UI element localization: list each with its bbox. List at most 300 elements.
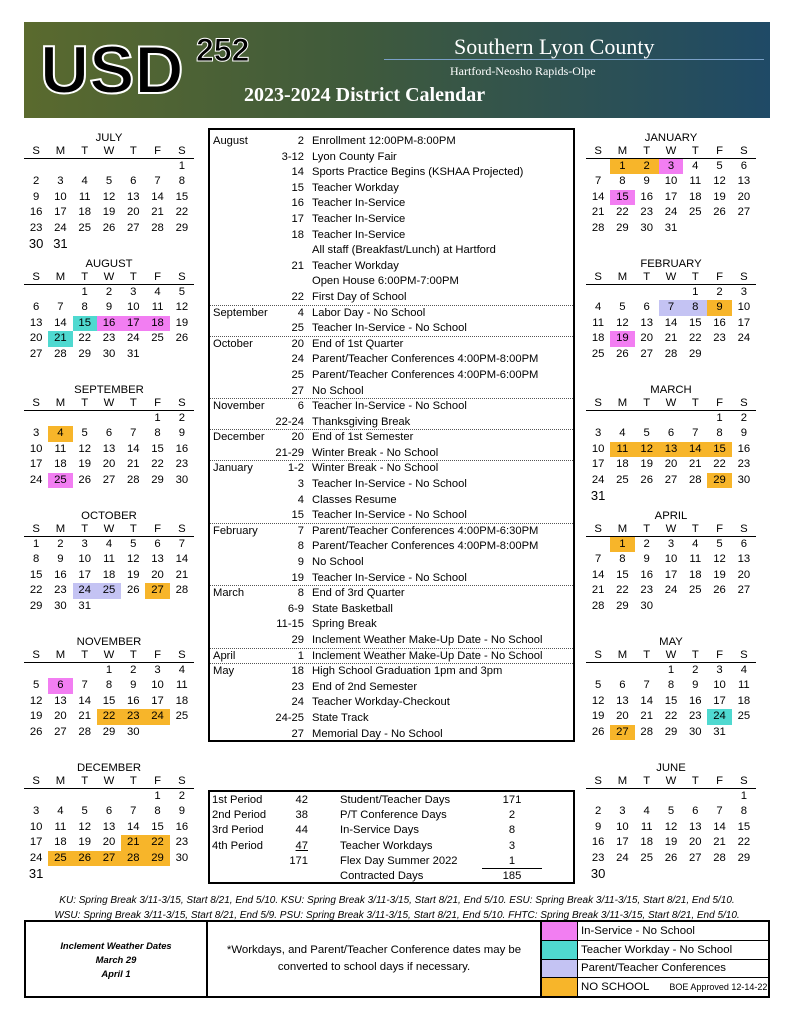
weekday-label: W [665, 271, 677, 283]
event-text: Parent/Teacher Conferences 4:00PM-8:00PM [312, 353, 539, 366]
inclement-date-2: April 1 [101, 968, 131, 979]
event-day: 11-15 [276, 618, 304, 631]
inclement-date-1: March 29 [95, 954, 137, 965]
day-cell: 25 [688, 206, 702, 219]
event-day: 4 [297, 493, 304, 506]
event-month: May [213, 665, 235, 678]
day-cell: 14 [664, 316, 678, 329]
day-cell: 20 [102, 458, 116, 471]
event-row [210, 633, 573, 649]
month-name: AUGUST [85, 258, 133, 270]
day-cell: 20 [737, 568, 751, 581]
day-cell: 5 [32, 679, 40, 692]
day-cell: 3 [659, 159, 683, 174]
day-cell: 31 [713, 725, 726, 738]
event-day: 1-2 [287, 462, 304, 475]
day-cell: 23 [29, 221, 43, 234]
day-cell: 15 [707, 442, 731, 457]
day-cell: 8 [716, 427, 723, 440]
day-cell: 15 [688, 316, 702, 329]
day-cell: 9 [178, 805, 185, 818]
day-cell: 28 [591, 599, 605, 612]
weekday-label: T [129, 649, 137, 661]
day-cell: 29 [151, 473, 164, 486]
event-row [210, 617, 573, 633]
day-cell: 2 [32, 175, 40, 188]
day-cell: 1 [105, 664, 113, 676]
day-cell: 4 [692, 160, 699, 172]
empty-cell [732, 599, 756, 614]
month-jun [586, 761, 756, 881]
empty-cell [610, 789, 634, 804]
event-text: Teacher In-Service - No School [312, 400, 467, 413]
empty-cell [48, 285, 72, 300]
totals-row [210, 793, 573, 808]
summary-value: 2 [508, 809, 516, 822]
day-cell: 7 [594, 553, 602, 566]
empty-cell [586, 663, 610, 678]
event-month: February [213, 524, 258, 537]
event-day: 17 [291, 212, 304, 225]
empty-cell [707, 347, 731, 362]
weekday-label: T [691, 649, 699, 661]
month-name: OCTOBER [81, 510, 137, 522]
empty-cell [586, 285, 610, 300]
event-row [210, 539, 573, 555]
day-cell: 10 [664, 175, 678, 188]
day-cell: 2 [740, 412, 747, 424]
day-cell: 6 [740, 538, 747, 550]
month-aug [24, 257, 194, 362]
weekday-label: F [154, 775, 162, 787]
day-cell: 11 [737, 679, 750, 692]
day-cell: 30 [737, 473, 751, 486]
weekday-label: W [103, 271, 115, 283]
empty-cell [145, 599, 169, 614]
event-row [210, 196, 573, 212]
day-cell: 4 [643, 805, 650, 818]
day-cell: 23 [713, 332, 726, 345]
day-grid [586, 663, 756, 740]
event-day: 25 [291, 322, 304, 335]
day-cell: 19 [102, 206, 116, 219]
weekday-label: T [81, 649, 89, 661]
event-day: 23 [291, 680, 304, 693]
day-cell: 24 [664, 584, 678, 597]
day-cell: 6 [643, 301, 650, 314]
weekday-label: S [740, 649, 748, 661]
day-cell: 20 [102, 836, 116, 849]
day-cell: 5 [716, 160, 723, 172]
weekday-label: S [32, 775, 40, 787]
day-cell: 10 [54, 190, 67, 203]
totals-table [208, 790, 575, 884]
day-cell: 22 [175, 206, 189, 219]
month-name: JUNE [656, 762, 686, 774]
boe-approval: BOE Approved 12-14-22 [669, 982, 768, 993]
day-cell: 7 [130, 805, 137, 818]
legend-label: NO SCHOOL [581, 981, 650, 994]
day-cell: 14 [78, 694, 91, 707]
day-cell: 1 [178, 160, 185, 172]
period-days [274, 869, 312, 884]
day-grid [24, 285, 194, 362]
day-cell: 25 [688, 584, 702, 597]
day-cell: 16 [688, 694, 702, 707]
weekday-label: F [716, 523, 724, 535]
weekday-label: W [103, 649, 115, 661]
weekday-label: S [740, 145, 748, 157]
day-cell: 24 [737, 332, 751, 345]
day-cell: 27 [97, 851, 121, 866]
weekday-label: F [154, 523, 162, 535]
weekday-label: S [740, 397, 748, 409]
day-cell: 4 [57, 805, 64, 818]
day-cell: 17 [121, 316, 145, 331]
day-grid [586, 285, 756, 362]
empty-cell [586, 159, 610, 174]
events-list [208, 128, 575, 742]
day-cell: 10 [78, 553, 91, 566]
day-cell: 14 [126, 442, 140, 455]
event-text: Lyon County Fair [312, 150, 397, 163]
day-cell: 11 [592, 316, 604, 329]
event-day: 3-12 [281, 150, 304, 163]
day-cell: 29 [664, 725, 678, 738]
event-month: January [213, 462, 253, 475]
day-cell: 8 [619, 553, 626, 566]
event-month [210, 415, 272, 430]
day-cell: 22 [664, 710, 678, 723]
day-cell: 16 [54, 568, 67, 581]
county-name: Southern Lyon County [454, 34, 655, 59]
day-cell: 27 [54, 725, 67, 738]
month-name: APRIL [654, 510, 688, 522]
day-cell: 17 [616, 836, 629, 849]
day-cell: 10 [591, 442, 605, 455]
day-cell: 23 [121, 709, 145, 724]
period-days: 171 [289, 854, 308, 867]
weekday-label: F [154, 145, 162, 157]
month-mar [586, 383, 756, 503]
day-grid [24, 159, 194, 251]
event-row [210, 680, 573, 696]
day-cell: 28 [54, 347, 67, 360]
empty-cell [97, 159, 121, 174]
weekday-label: T [129, 775, 137, 787]
event-text: Enrollment 12:00PM-8:00PM [312, 135, 456, 147]
day-cell: 21 [688, 458, 702, 471]
event-month [210, 695, 272, 711]
event-day: 7 [297, 524, 304, 537]
event-month: November [213, 400, 265, 413]
day-cell: 11 [610, 442, 634, 457]
day-cell: 14 [175, 553, 189, 566]
day-cell: 24 [29, 851, 43, 864]
event-text: Parent/Teacher Conferences 4:00PM-6:30PM [312, 524, 539, 537]
day-cell: 26 [713, 584, 726, 597]
weekday-label: F [154, 397, 162, 409]
day-cell: 13 [688, 820, 702, 833]
day-cell: 19 [591, 710, 605, 723]
event-row [210, 368, 573, 384]
day-cell: 30 [175, 473, 189, 486]
empty-cell [48, 411, 72, 426]
day-cell: 15 [737, 820, 751, 833]
weekday-label: S [178, 145, 186, 157]
day-cell: 5 [716, 538, 723, 550]
summary-label: In-Service Days [340, 824, 419, 837]
day-cell: 4 [692, 538, 699, 550]
day-cell: 7 [659, 300, 683, 315]
event-text: End of 1st Semester [312, 431, 414, 444]
event-month [210, 477, 272, 493]
weekday-label: T [643, 649, 651, 661]
day-grid [586, 411, 756, 503]
day-cell: 9 [643, 175, 650, 188]
day-cell: 31 [126, 347, 140, 360]
weekday-label: S [740, 775, 748, 787]
weekday-label: T [643, 271, 651, 283]
summary-value: 1 [482, 854, 542, 869]
day-cell: 6 [667, 427, 675, 440]
day-cell: 12 [78, 820, 91, 833]
day-cell: 9 [740, 427, 747, 440]
day-cell: 21 [121, 835, 145, 850]
day-cell: 31 [53, 235, 68, 251]
day-cell: 6 [105, 427, 113, 440]
day-cell: 30 [640, 221, 653, 234]
weekday-label: M [55, 145, 66, 157]
day-cell: 13 [737, 175, 751, 188]
day-cell: 18 [102, 568, 116, 581]
day-cell: 27 [145, 583, 169, 598]
day-cell: 25 [175, 710, 189, 723]
empty-cell [170, 725, 194, 740]
month-dec [24, 761, 194, 881]
day-cell: 7 [716, 805, 723, 818]
day-cell: 2 [716, 286, 723, 298]
day-cell: 6 [32, 301, 40, 314]
day-cell: 16 [29, 206, 43, 219]
day-cell: 18 [688, 190, 702, 203]
month-name: FEBRUARY [640, 258, 702, 270]
weekday-header [586, 775, 756, 789]
day-cell: 22 [151, 458, 164, 471]
empty-cell [732, 725, 756, 740]
day-cell: 19 [610, 331, 634, 346]
day-cell: 11 [689, 175, 702, 188]
day-cell: 1 [81, 286, 88, 298]
event-day [272, 243, 312, 259]
empty-cell [610, 285, 634, 300]
day-cell: 17 [54, 206, 67, 219]
calendar-title: 2023-2024 District Calendar [244, 84, 486, 106]
event-month [210, 508, 272, 523]
day-cell: 8 [178, 175, 185, 188]
day-cell: 20 [54, 710, 67, 723]
day-cell: 1 [740, 790, 747, 802]
day-cell: 16 [591, 836, 605, 849]
day-cell: 2 [178, 412, 185, 424]
day-cell: 12 [713, 175, 726, 188]
day-cell: 14 [591, 568, 605, 581]
day-cell: 25 [151, 332, 164, 345]
totals-row [210, 823, 573, 838]
day-cell: 6 [105, 805, 113, 818]
day-cell: 26 [664, 851, 678, 864]
event-row [210, 337, 573, 353]
summary-label: Student/Teacher Days [340, 794, 451, 806]
day-cell: 22 [29, 584, 43, 597]
event-day: 1 [297, 649, 304, 662]
summary-value: 3 [508, 839, 516, 852]
summary-value: 185 [502, 869, 522, 882]
event-day: 14 [291, 166, 304, 179]
legend-item [542, 941, 768, 960]
day-cell: 24 [54, 221, 67, 234]
day-cell: 1 [692, 286, 699, 298]
day-cell: 8 [667, 679, 675, 692]
event-row [210, 415, 573, 431]
day-cell: 1 [610, 159, 634, 174]
day-cell: 8 [154, 805, 161, 818]
weekday-label: F [716, 649, 724, 661]
weekday-label: W [103, 145, 115, 157]
legend-swatch [542, 941, 578, 959]
day-cell: 3 [594, 427, 602, 440]
day-cell: 12 [713, 553, 726, 566]
event-row [210, 181, 573, 197]
weekday-label: W [665, 145, 677, 157]
empty-cell [121, 159, 145, 174]
day-cell: 29 [145, 851, 169, 866]
weekday-label: F [154, 649, 162, 661]
weekday-label: T [81, 271, 89, 283]
month-oct [24, 509, 194, 614]
empty-cell [24, 789, 48, 804]
day-cell: 28 [121, 851, 145, 866]
weekday-label: T [643, 523, 651, 535]
day-cell: 10 [126, 301, 140, 314]
day-cell: 29 [616, 221, 629, 234]
event-row [210, 384, 573, 400]
day-cell: 27 [126, 221, 140, 234]
event-day: 22-24 [275, 415, 304, 428]
day-cell: 15 [175, 190, 189, 203]
day-cell: 15 [29, 568, 43, 581]
day-cell: 10 [29, 442, 43, 455]
empty-cell [683, 599, 707, 614]
weekday-label: M [617, 775, 628, 787]
weekday-label: T [691, 271, 699, 283]
day-cell: 23 [175, 836, 189, 849]
weekday-label: W [665, 523, 677, 535]
period-days: 44 [295, 824, 308, 837]
day-cell: 31 [590, 487, 606, 503]
day-cell: 6 [130, 175, 137, 188]
event-text: Thanksgiving Break [312, 415, 411, 428]
weekday-label: S [594, 271, 602, 283]
month-nov [24, 635, 194, 740]
day-cell: 26 [29, 725, 43, 738]
day-cell: 26 [73, 851, 97, 866]
day-cell: 16 [175, 442, 189, 455]
event-month: April [213, 649, 236, 662]
day-cell: 3 [154, 664, 161, 676]
day-cell: 18 [591, 332, 605, 345]
day-cell: 5 [178, 286, 185, 298]
day-cell: 24 [73, 583, 97, 598]
event-text: Teacher Workday [312, 259, 399, 272]
period-name: 1st Period [212, 794, 263, 806]
weekday-label: F [716, 145, 724, 157]
day-cell: 24 [29, 473, 43, 486]
weekday-label: S [178, 523, 186, 535]
day-cell: 13 [54, 694, 67, 707]
day-cell: 4 [81, 175, 88, 188]
weekday-header [586, 145, 756, 159]
day-cell: 9 [707, 300, 731, 315]
day-cell: 2 [57, 538, 64, 550]
totals-row [210, 808, 573, 823]
day-cell: 13 [102, 442, 116, 455]
empty-cell [97, 411, 121, 426]
day-cell: 7 [643, 679, 650, 692]
day-cell: 26 [640, 473, 653, 486]
day-cell: 26 [78, 473, 91, 486]
empty-cell [586, 789, 610, 804]
weekday-label: W [665, 397, 677, 409]
event-month [210, 727, 272, 743]
event-text: Parent/Teacher Conferences 4:00PM-6:00PM [312, 368, 539, 381]
event-row [210, 602, 573, 618]
day-cell: 25 [616, 473, 629, 486]
day-cell: 29 [29, 599, 43, 612]
event-month [210, 617, 272, 633]
day-cell: 18 [175, 694, 189, 707]
weekday-label: W [665, 775, 677, 787]
weekday-label: S [32, 523, 40, 535]
legend-label: In-Service - No School [581, 924, 695, 937]
empty-cell [732, 347, 756, 362]
day-cell: 13 [640, 316, 653, 329]
day-cell: 20 [688, 836, 702, 849]
day-cell: 22 [688, 332, 702, 345]
day-cell: 10 [151, 679, 164, 692]
event-month [210, 243, 272, 259]
empty-cell [121, 599, 145, 614]
day-cell: 16 [175, 820, 189, 833]
day-cell: 24 [616, 851, 629, 864]
day-cell: 29 [616, 599, 629, 612]
event-day: 6 [297, 400, 304, 413]
event-text: Teacher Workday [312, 181, 399, 194]
summary-value: 8 [508, 824, 516, 837]
day-cell: 27 [102, 473, 116, 486]
empty-cell [707, 221, 731, 236]
day-cell: 9 [130, 679, 137, 692]
event-day: 16 [291, 197, 304, 210]
weekday-header [24, 775, 194, 789]
weekday-label: F [154, 271, 162, 283]
day-cell: 27 [664, 473, 678, 486]
day-cell: 16 [737, 442, 751, 455]
event-month [210, 212, 272, 228]
day-cell: 5 [667, 805, 675, 818]
day-cell: 14 [683, 442, 707, 457]
period-name: 3rd Period [212, 824, 264, 837]
